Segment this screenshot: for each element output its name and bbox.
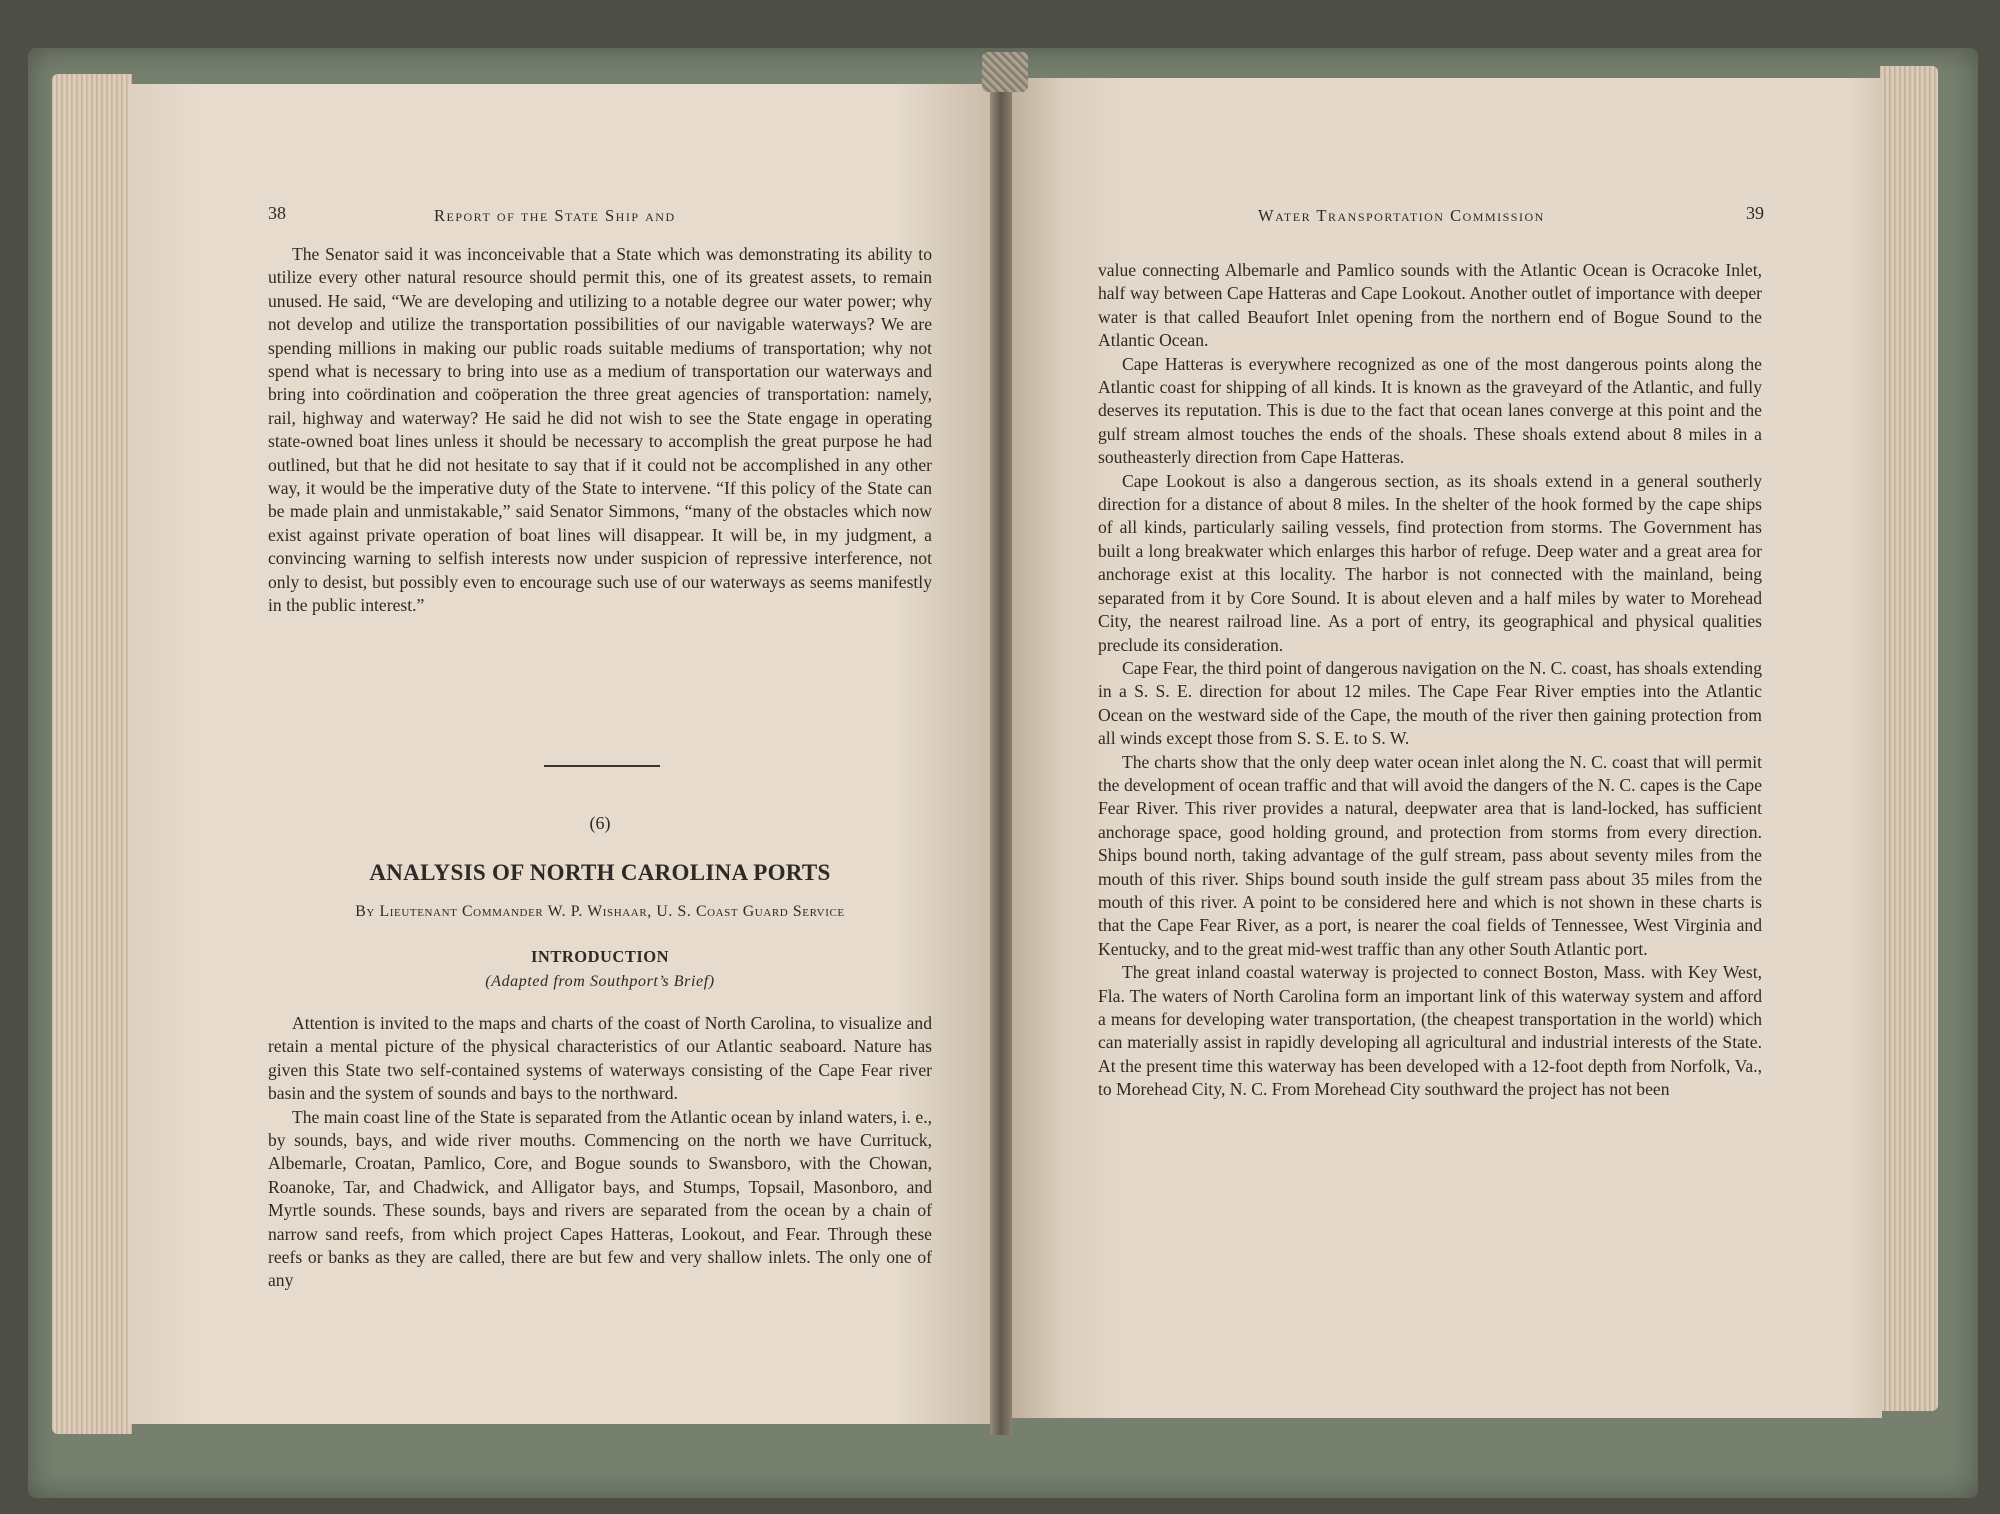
paragraph: The Senator said it was inconceivable that a State which was demonstrating its ability to utilize every other natural resource should permit this, one of its greatest assets, to remain unused. He said, “We are developing and utilizing to a notable degree our water power; why not develop and utilize the transportation possibilities of our navigable waterways? We are spending millions in making our public roads suitable mediums of transportation; why not spend what is necessary to bring into use as a medium of transportation our waterways and bring into coördination and coöperation the three great agencies of transportation: namely, rail, highway and waterway? He said he did not wish to see the State engage in operating state-owned boat lines unless it should be necessary to accomplish the great purpose he had outlined, but that he did not hesitate to say that if it could not be accomplished in any other way, it would be the imperative duty of the State to intervene. “If this policy of the State can be made plain and unmistakable,” said Senator Simmons, “many of the obstacles which now exist against private operation of boat lines will disappear. It will be, in my judgment, a convincing warning to selfish interests now under suspicion of repressive interference, not only to desist, but possibly even to encourage such use of our waterways as seems manifestly in the public interest.” [268, 244, 932, 616]
right-body-text [1098, 259, 1762, 1102]
page-edges-right [1880, 66, 1938, 1411]
section-divider [544, 765, 660, 767]
byline: By Lieutenant Commander W. P. Wishaar, U. S. Coast Guard Service [355, 903, 845, 920]
subheading: INTRODUCTION [530, 947, 670, 966]
left-running-head: Report of the State Ship and [434, 206, 676, 225]
paragraph: The great inland coastal waterway is projected to connect Boston, Mass. with Key West, Fla. The waters of North Carolina form an important link of this waterway system and afford a means for developing water transportation, (the cheapest transportation in the world) which can materially assist in rapidly developing all agricultural and industrial interests of the State. At the present time this waterway has been developed with a 12-foot depth from Norfolk, Va., to Morehead City, N. C. From Morehead City southward the project has not been [1098, 962, 1762, 1100]
left-intro-text [268, 1012, 932, 1293]
paragraph: Attention is invited to the maps and charts of the coast of North Carolina, to visualize and retain a mental picture of the physical characteristics of our Atlantic seaboard. Nature has given this State two self-contained systems of waterways consisting of the Cape Fear river basin and the system of sounds and bays to the northward. [268, 1013, 932, 1104]
book-gutter [990, 60, 1012, 1435]
left-page-number: 38 [268, 203, 286, 223]
section-title: ANALYSIS OF NORTH CAROLINA PORTS [369, 860, 831, 885]
paragraph: Cape Fear, the third point of dangerous navigation on the N. C. coast, has shoals extending in a S. S. E. direction for about 12 miles. The Cape Fear River empties into the Atlantic Ocean on the westward side of the Cape, the mouth of the river then gaining protection from all winds except those from S. S. E. to S. W. [1098, 657, 1762, 749]
left-body-text [268, 243, 932, 618]
subnote: (Adapted from Southport’s Brief) [485, 973, 715, 990]
page-edges-left [52, 74, 132, 1434]
paragraph: The charts show that the only deep water ocean inlet along the N. C. coast that will permit the development of ocean traffic and that will avoid the dangers of the N. C. capes is the Cape Fear River. This river provides a natural, deepwater area that is land-locked, has sufficient anchorage space, good holding ground, and protection from storms from every direction. Ships bound north, taking advantage of the gulf stream, pass about seventy miles from the mouth of this river. Ships bound south inside the gulf stream pass about 35 miles from the mouth of this river. A point to be considered here and which is not shown in these charts is that the Cape Fear River, as a port, is nearer the coal fields of Tennessee, West Virginia and Kentucky, and to the great mid-west traffic than any other South Atlantic port. [1098, 751, 1762, 959]
right-page-number: 39 [1746, 203, 1764, 223]
paragraph: The main coast line of the State is separated from the Atlantic ocean by inland waters, i. e., by sounds, bays, and wide river mouths. Commencing on the north we have Currituck, Albemarle, Croatan, Pamlico, Core, and Bogue sounds to Swansboro, with the Chowan, Roanoke, Tar, and Chadwick, and Alligator bays, and Stumps, Topsail, Masonboro, and Myrtle sounds. These sounds, bays and rivers are separated from the ocean by a chain of narrow sand reefs, from which project Capes Hatteras, Lookout, and Fear. Through these reefs or banks as they are called, there are but few and very shallow inlets. The only one of any [268, 1106, 932, 1291]
section-number: (6) [589, 813, 611, 833]
binding-stitch [982, 52, 1028, 92]
paragraph: Cape Hatteras is everywhere recognized as one of the most dangerous points along the Atlantic coast for shipping of all kinds. It is known as the graveyard of the Atlantic, and fully deserves its reputation. This is due to the fact that ocean lanes converge at this point and the gulf stream almost touches the ends of the shoals. These shoals extend about 8 miles in a southeasterly direction from Cape Hatteras. [1098, 353, 1762, 468]
right-running-head: Water Transportation Commission [1258, 206, 1545, 225]
paragraph: Cape Lookout is also a dangerous section, as its shoals extend in a general southerly direction for a distance of about 8 miles. In the shelter of the hook formed by the cape ships of all kinds, particularly sailing vessels, find protection from storms. The Government has built a long breakwater which enlarges this harbor of refuge. Deep water and a great area for anchorage exist at this locality. The harbor is not connected with the mainland, being separated from it by Core Sound. It is about eleven and a half miles by water to Morehead City, the nearest railroad line. As a port of entry, its geographical and physical qualities preclude its consideration. [1098, 470, 1762, 655]
paragraph: value connecting Albemarle and Pamlico sounds with the Atlantic Ocean is Ocracoke Inlet, half way between Cape Hatteras and Cape Lookout. Another outlet of importance with deeper water is that called Beaufort Inlet opening from the northern end of Bogue Sound to the Atlantic Ocean. [1098, 260, 1762, 351]
